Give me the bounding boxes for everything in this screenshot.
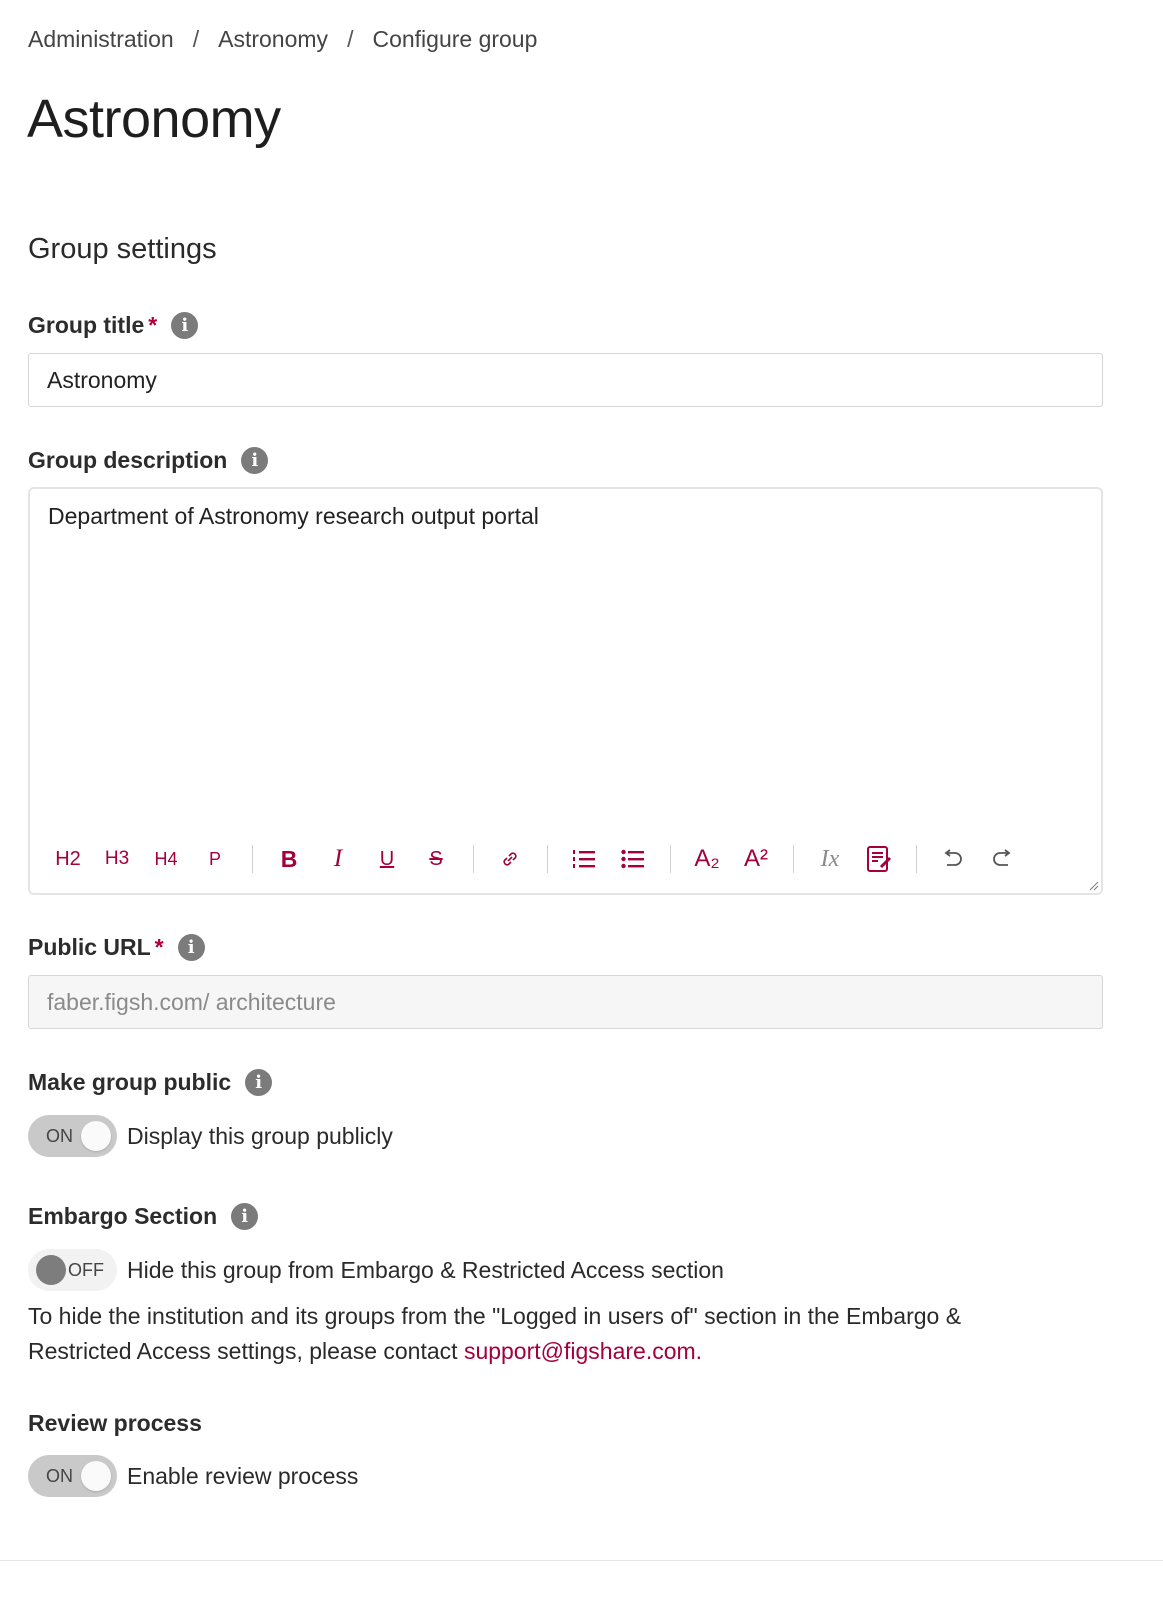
underline-button[interactable]: U	[379, 847, 395, 870]
embargo-row	[28, 1249, 724, 1291]
source-edit-icon[interactable]	[859, 841, 899, 877]
italic-button[interactable]: I	[333, 845, 343, 872]
breadcrumb	[28, 26, 537, 53]
info-icon[interactable]: i	[231, 1203, 258, 1230]
group-title-label	[28, 312, 198, 339]
review-toggle[interactable]	[28, 1455, 117, 1497]
undo-icon[interactable]	[933, 841, 973, 877]
info-icon[interactable]: i	[171, 312, 198, 339]
toggle-knob	[36, 1255, 66, 1285]
section-title: Group settings	[28, 233, 217, 265]
embargo-label-text: Embargo Section	[28, 1203, 218, 1229]
toggle-state-text: ON	[46, 1126, 73, 1146]
info-icon[interactable]: i	[241, 447, 268, 474]
bold-button[interactable]: B	[280, 845, 298, 872]
breadcrumb-current: Configure group	[372, 26, 538, 52]
rich-text-editor[interactable]	[28, 487, 1103, 895]
toggle-knob	[81, 1461, 111, 1491]
info-icon[interactable]: i	[178, 934, 205, 961]
editor-content[interactable]: Department of Astronomy research output portal	[48, 503, 539, 529]
editor-toolbar	[48, 839, 1031, 879]
make-public-label	[28, 1069, 272, 1096]
embargo-note	[28, 1299, 1028, 1369]
public-url-label	[28, 934, 205, 961]
toggle-knob	[81, 1121, 111, 1151]
public-url-label-text: Public URL	[28, 934, 151, 960]
heading-2-button[interactable]: H2	[55, 847, 81, 870]
make-public-description: Display this group publicly	[127, 1122, 393, 1149]
ordered-list-icon[interactable]	[564, 841, 604, 877]
review-label	[28, 1410, 202, 1437]
group-title-input[interactable]	[28, 353, 1103, 407]
make-public-label-text: Make group public	[28, 1069, 232, 1095]
toolbar-divider	[473, 845, 474, 873]
group-description-label-text: Group description	[28, 447, 228, 473]
make-public-row	[28, 1115, 393, 1157]
bullet-list-icon[interactable]	[613, 841, 653, 877]
heading-3-button[interactable]: H3	[104, 848, 130, 869]
breadcrumb-separator: /	[347, 26, 354, 52]
heading-4-button[interactable]: H4	[154, 848, 178, 869]
review-row	[28, 1455, 358, 1497]
strikethrough-button[interactable]: S	[429, 847, 443, 870]
subscript-button[interactable]: A₂	[694, 845, 720, 872]
superscript-button[interactable]: A²	[744, 845, 768, 872]
make-public-toggle[interactable]	[28, 1115, 117, 1157]
page-title: Astronomy	[27, 89, 281, 149]
link-icon[interactable]	[490, 841, 530, 877]
breadcrumb-administration[interactable]: Administration	[28, 26, 174, 52]
embargo-toggle[interactable]	[28, 1249, 117, 1291]
required-mark: *	[154, 934, 164, 960]
toolbar-divider	[793, 845, 794, 873]
breadcrumb-separator: /	[192, 26, 200, 52]
toolbar-divider	[670, 845, 671, 873]
toolbar-divider	[916, 845, 917, 873]
group-description-label	[28, 447, 268, 474]
review-label-text: Review process	[28, 1410, 202, 1436]
support-email-link[interactable]: support@figshare.com.	[463, 1338, 703, 1364]
toggle-state-text: ON	[46, 1466, 73, 1486]
clear-format-button[interactable]: Ix	[820, 845, 840, 872]
info-icon[interactable]: i	[245, 1069, 272, 1096]
resize-handle-icon[interactable]	[1087, 879, 1099, 891]
embargo-description: Hide this group from Embargo & Restricted Access section	[127, 1256, 724, 1283]
review-description: Enable review process	[127, 1462, 359, 1489]
footer-divider	[0, 1560, 1163, 1561]
group-title-label-text: Group title	[28, 312, 145, 338]
embargo-label	[28, 1203, 258, 1230]
embargo-note-text: To hide the institution and its groups from the "Logged in users of" section in the Embargo & Restricted Access settings, please contact	[28, 1303, 962, 1364]
toggle-state-text: OFF	[68, 1260, 104, 1280]
toolbar-divider	[547, 845, 548, 873]
redo-icon[interactable]	[982, 841, 1022, 877]
public-url-input	[28, 975, 1103, 1029]
breadcrumb-astronomy[interactable]: Astronomy	[218, 26, 329, 52]
toolbar-divider	[252, 845, 253, 873]
paragraph-button[interactable]: P	[208, 848, 221, 869]
required-mark: *	[148, 312, 158, 338]
